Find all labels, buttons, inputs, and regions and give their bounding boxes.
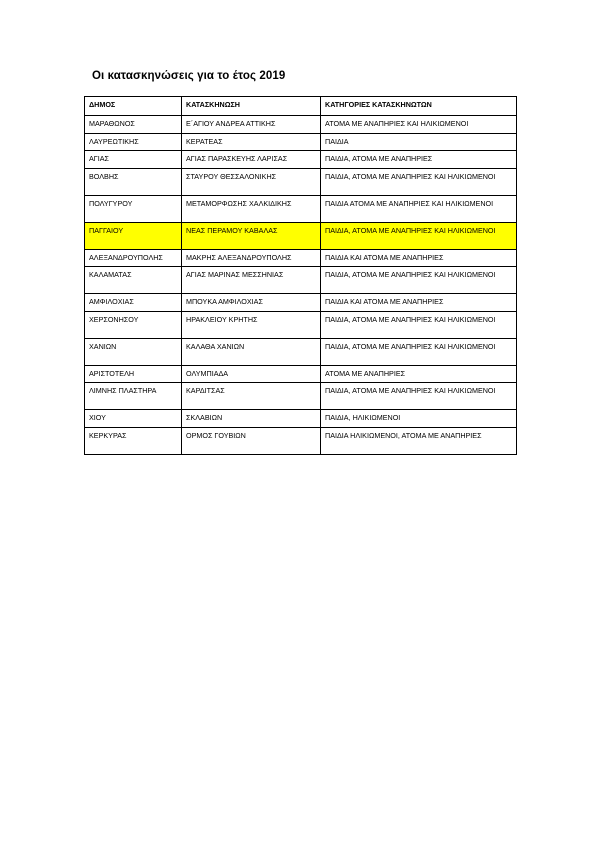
table-row [85,151,517,169]
table-row [85,311,517,338]
table-row [85,168,517,195]
cell-categories: ΠΑΙΔΙΑ ΑΤΟΜΑ ΜΕ ΑΝΑΠΗΡΙΕΣ ΚΑΙ ΗΛΙΚΙΩΜΕΝΟΙ [321,195,517,222]
header-camp: ΚΑΤΑΣΚΗΝΩΣΗ [182,97,321,116]
cell-municipality: ΑΜΦΙΛΟΧΙΑΣ [85,294,182,312]
cell-categories: ΑΤΟΜΑ ΜΕ ΑΝΑΠΗΡΙΕΣ ΚΑΙ ΗΛΙΚΙΩΜΕΝΟΙ [321,116,517,134]
cell-categories: ΠΑΙΔΙΑ, ΑΤΟΜΑ ΜΕ ΑΝΑΠΗΡΙΕΣ ΚΑΙ ΗΛΙΚΙΩΜΕΝΟΙ [321,311,517,338]
cell-municipality: ΧΑΝΙΩΝ [85,338,182,365]
table-row [85,267,517,294]
cell-camp: ΣΤΑΥΡΟΥ ΘΕΣΣΑΛΟΝΙΚΗΣ [182,168,321,195]
cell-municipality: ΜΑΡΑΘΩΝΟΣ [85,116,182,134]
cell-camp: ΜΕΤΑΜΟΡΦΩΣΗΣ ΧΑΛΚΙΔΙΚΗΣ [182,195,321,222]
cell-categories: ΠΑΙΔΙΑ, ΑΤΟΜΑ ΜΕ ΑΝΑΠΗΡΙΕΣ ΚΑΙ ΗΛΙΚΙΩΜΕΝΟΙ [321,338,517,365]
table-row [85,249,517,267]
page-title: Οι κατασκηνώσεις για το έτος 2019 [92,70,286,82]
header-categories: ΚΑΤΗΓΟΡΙΕΣ ΚΑΤΑΣΚΗΝΩΤΩΝ [321,97,517,116]
cell-municipality: ΒΟΛΒΗΣ [85,168,182,195]
cell-municipality: ΑΛΕΞΑΝΔΡΟΥΠΟΛΗΣ [85,249,182,267]
cell-municipality: ΠΑΓΓΑΙΟΥ [85,222,182,249]
table-row [85,338,517,365]
cell-camp: ΚΕΡΑΤΕΑΣ [182,133,321,151]
cell-categories: ΠΑΙΔΙΑ, ΑΤΟΜΑ ΜΕ ΑΝΑΠΗΡΙΕΣ ΚΑΙ ΗΛΙΚΙΩΜΕΝΟΙ [321,222,517,249]
cell-categories: ΠΑΙΔΙΑ ΗΛΙΚΙΩΜΕΝΟΙ, ΑΤΟΜΑ ΜΕ ΑΝΑΠΗΡΙΕΣ [321,427,517,454]
cell-categories: ΠΑΙΔΙΑ [321,133,517,151]
cell-camp: ΣΚΛΑΒΙΩΝ [182,410,321,428]
table-row [85,116,517,134]
cell-categories: ΑΤΟΜΑ ΜΕ ΑΝΑΠΗΡΙΕΣ [321,365,517,383]
cell-camp: ΑΓΙΑΣ ΠΑΡΑΣΚΕΥΗΣ ΛΑΡΙΣΑΣ [182,151,321,169]
table-row [85,365,517,383]
cell-municipality: ΚΑΛΑΜΑΤΑΣ [85,267,182,294]
cell-camp: ΑΓΙΑΣ ΜΑΡΙΝΑΣ ΜΕΣΣΗΝΙΑΣ [182,267,321,294]
cell-municipality: ΧΙΟΥ [85,410,182,428]
cell-municipality: ΚΕΡΚΥΡΑΣ [85,427,182,454]
cell-municipality: ΑΡΙΣΤΟΤΕΛΗ [85,365,182,383]
table-row-highlighted [85,222,517,249]
cell-categories: ΠΑΙΔΙΑ, ΑΤΟΜΑ ΜΕ ΑΝΑΠΗΡΙΕΣ ΚΑΙ ΗΛΙΚΙΩΜΕΝΟΙ [321,267,517,294]
cell-categories: ΠΑΙΔΙΑ ΚΑΙ ΑΤΟΜΑ ΜΕ ΑΝΑΠΗΡΙΕΣ [321,294,517,312]
cell-municipality: ΑΓΙΑΣ [85,151,182,169]
cell-camp: ΜΑΚΡΗΣ ΑΛΕΞΑΝΔΡΟΥΠΟΛΗΣ [182,249,321,267]
table-row [85,133,517,151]
header-municipality: ΔΗΜΟΣ [85,97,182,116]
cell-municipality: ΧΕΡΣΟΝΗΣΟΥ [85,311,182,338]
cell-categories: ΠΑΙΔΙΑ, ΑΤΟΜΑ ΜΕ ΑΝΑΠΗΡΙΕΣ ΚΑΙ ΗΛΙΚΙΩΜΕΝΟΙ [321,383,517,410]
cell-categories: ΠΑΙΔΙΑ, ΑΤΟΜΑ ΜΕ ΑΝΑΠΗΡΙΕΣ [321,151,517,169]
table-header-row [85,97,517,116]
cell-categories: ΠΑΙΔΙΑ ΚΑΙ ΑΤΟΜΑ ΜΕ ΑΝΑΠΗΡΙΕΣ [321,249,517,267]
cell-camp: ΟΛΥΜΠΙΑΔΑ [182,365,321,383]
camps-table [84,96,517,455]
table-row [85,294,517,312]
cell-categories: ΠΑΙΔΙΑ, ΑΤΟΜΑ ΜΕ ΑΝΑΠΗΡΙΕΣ ΚΑΙ ΗΛΙΚΙΩΜΕΝΟΙ [321,168,517,195]
cell-municipality: ΛΙΜΝΗΣ ΠΛΑΣΤΗΡΑ [85,383,182,410]
table-row [85,195,517,222]
table-row [85,383,517,410]
cell-categories: ΠΑΙΔΙΑ, ΗΛΙΚΙΩΜΕΝΟΙ [321,410,517,428]
cell-municipality: ΛΑΥΡΕΩΤΙΚΗΣ [85,133,182,151]
cell-camp: ΗΡΑΚΛΕΙΟΥ ΚΡΗΤΗΣ [182,311,321,338]
cell-camp: Ε΄ΑΓΙΟΥ ΑΝΔΡΕΑ ΑΤΤΙΚΗΣ [182,116,321,134]
cell-camp: ΚΑΡΔΙΤΣΑΣ [182,383,321,410]
table-row [85,427,517,454]
cell-camp: ΟΡΜΟΣ ΓΟΥΒΙΩΝ [182,427,321,454]
cell-camp: ΝΕΑΣ ΠΕΡΑΜΟΥ ΚΑΒΑΛΑΣ [182,222,321,249]
cell-municipality: ΠΟΛΥΓΥΡΟΥ [85,195,182,222]
cell-camp: ΜΠΟΥΚΑ ΑΜΦΙΛΟΧΙΑΣ [182,294,321,312]
cell-camp: ΚΑΛΑΘΑ ΧΑΝΙΩΝ [182,338,321,365]
table-row [85,410,517,428]
